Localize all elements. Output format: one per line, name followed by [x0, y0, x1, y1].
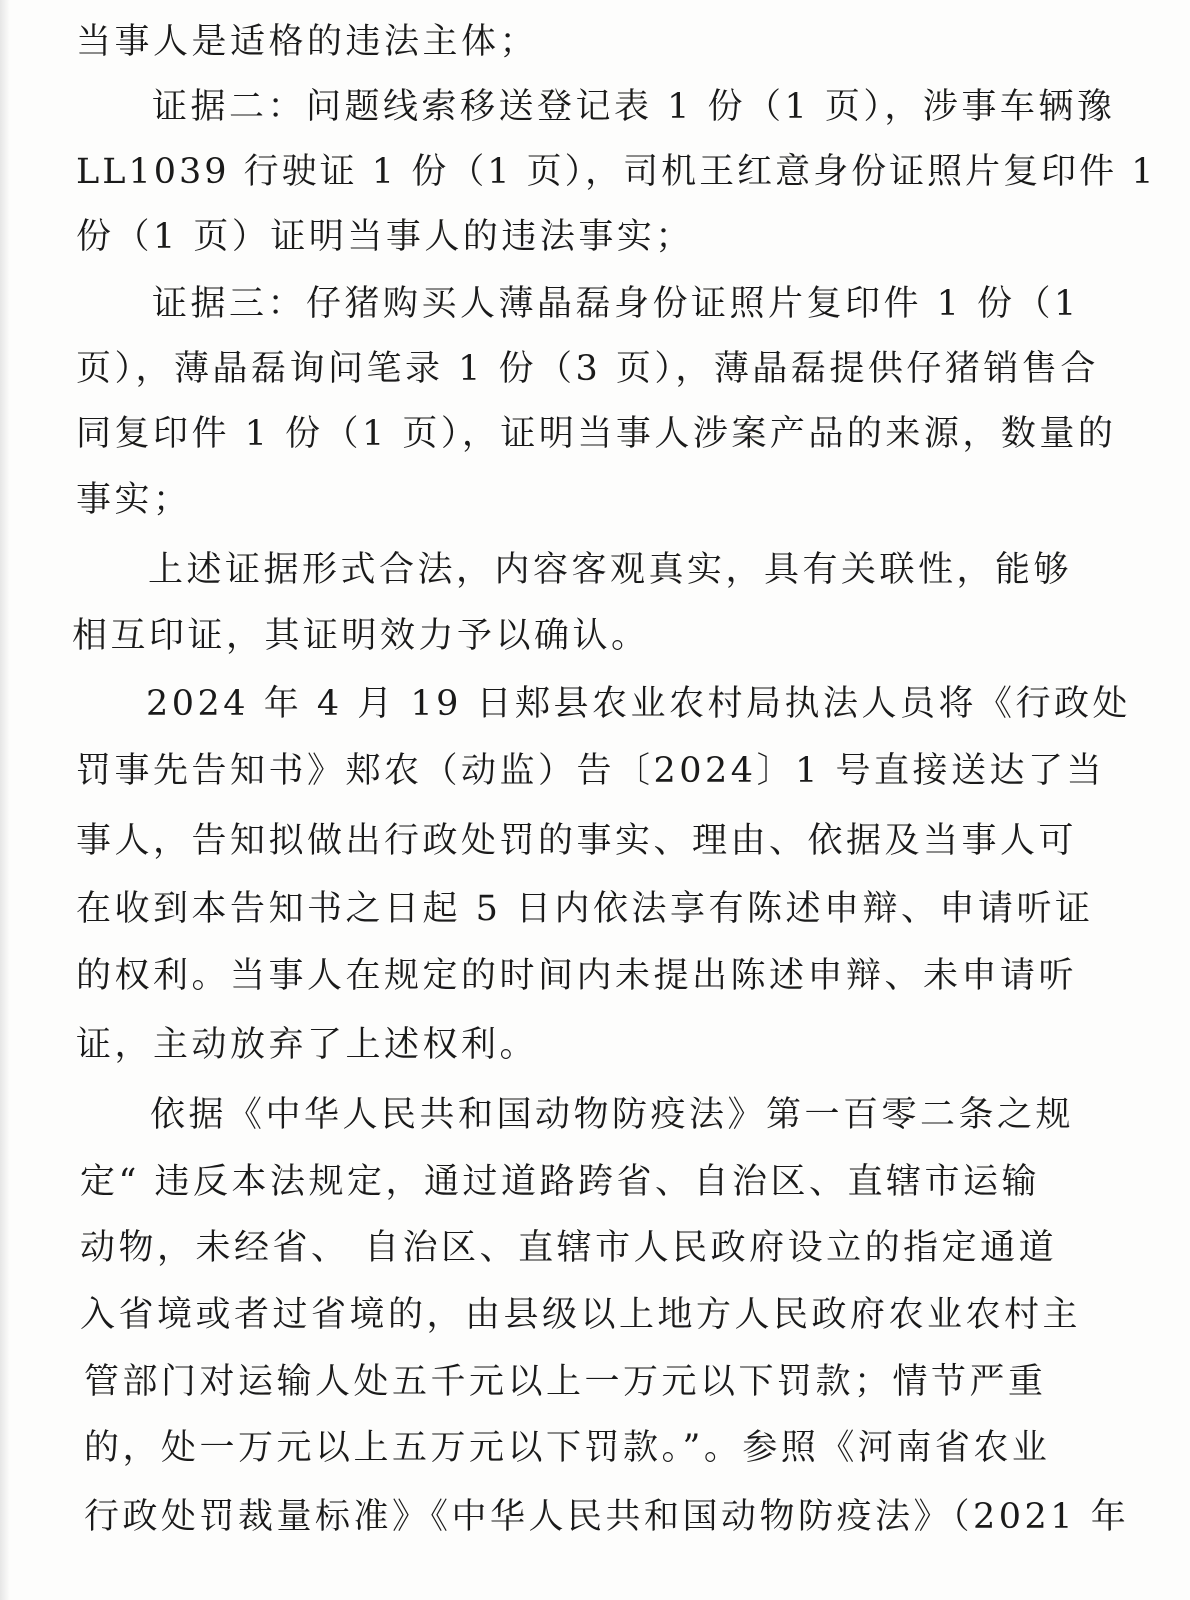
text-line: 行政处罚裁量标准》《中华人民共和国动物防疫法》（2021 年	[84, 1497, 1130, 1537]
text-line: 依据《中华人民共和国动物防疫法》第一百零二条之规	[150, 1095, 1075, 1135]
text-line: 管部门对运输人处五千元以上一万元以下罚款；情节严重	[84, 1362, 1047, 1402]
text-line: 入省境或者过省境的，由县级以上地方人民政府农业农村主	[80, 1295, 1082, 1335]
text-line: 事实；	[76, 480, 192, 520]
text-line: 证据三：仔猪购买人薄晶磊身份证照片复印件 1 份（1	[152, 284, 1080, 324]
text-line: 罚事先告知书》郏农（动监）告〔2024〕1 号直接送达了当	[76, 751, 1105, 791]
text-line: LL1039 行驶证 1 份（1 页），司机王红意身份证照片复印件 1	[76, 152, 1157, 192]
text-line: 页），薄晶磊询问笔录 1 份（3 页），薄晶磊提供仔猪销售合	[76, 349, 1099, 389]
text-line: 同复印件 1 份（1 页），证明当事人涉案产品的来源，数量的	[76, 414, 1117, 454]
text-line: 当事人是适格的违法主体；	[76, 22, 539, 62]
text-line: 相互印证，其证明效力予以确认。	[72, 616, 650, 656]
text-line: 份（1 页）证明当事人的违法事实；	[76, 217, 694, 257]
text-line: 的权利。当事人在规定的时间内未提出陈述申辩、未申请听	[76, 956, 1078, 996]
text-line: 定“ 违反本法规定，通过道路跨省、自治区、直辖市运输	[80, 1162, 1041, 1202]
text-line: 上述证据形式合法，内容客观真实，具有关联性，能够	[148, 550, 1073, 590]
text-line: 证，主动放弃了上述权利。	[76, 1025, 539, 1065]
text-line: 证据二：问题线索移送登记表 1 份（1 页），涉事车辆豫	[152, 87, 1116, 127]
text-line: 的，处一万元以上五万元以下罚款。”。参照《河南省农业	[84, 1428, 1051, 1468]
text-line: 事人，告知拟做出行政处罚的事实、理由、依据及当事人可	[76, 821, 1078, 861]
text-line: 2024 年 4 月 19 日郏县农业农村局执法人员将《行政处	[146, 684, 1132, 724]
text-line: 在收到本告知书之日起 5 日内依法享有陈述申辩、申请听证	[76, 889, 1094, 929]
text-line: 动物，未经省、 自治区、直辖市人民政府设立的指定通道	[80, 1228, 1058, 1268]
